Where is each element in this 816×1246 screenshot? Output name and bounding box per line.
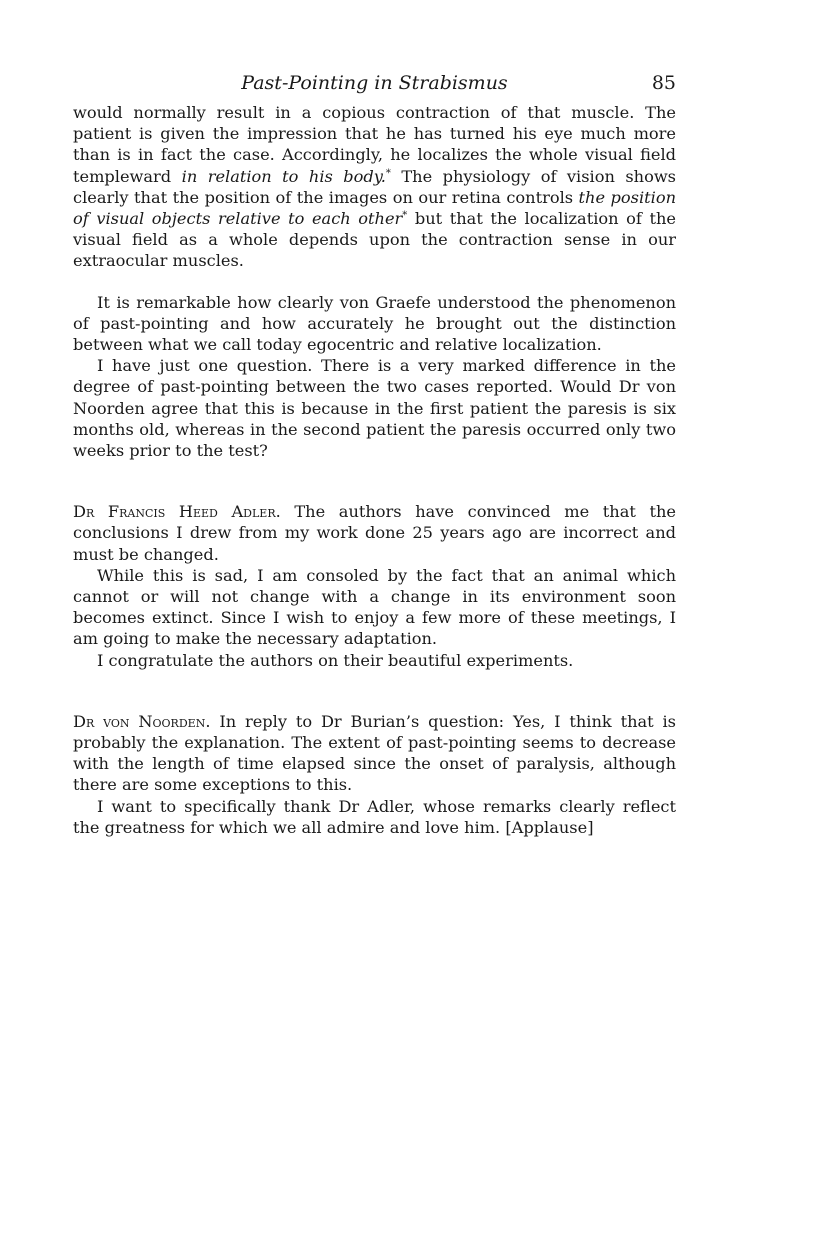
paragraph-question: I have just one question. There is a very marked difference in the degree of past-pointing between the two cases reported. Would Dr von Noorden agree that this is because in the first patient the paresis is six months old, whereas in the second patient the paresis occurred only two weeks prior to the test? <box>73 356 676 461</box>
paragraph-noorden-thanks: I want to specifically thank Dr Adler, whose remarks clearly reflect the greatness for which we all admire and love him. [Applause] <box>73 796 676 837</box>
paragraph-adler-congratulate: I congratulate the authors on their beautiful experiments. <box>97 650 574 670</box>
italic-phrase: the position of visual objects relative to each other <box>73 187 676 229</box>
paragraph-von-graefe: It is remarkable how clearly von Graefe understood the phenomenon of past-pointing and how accurately he brought out the distinction between what we call today egocentric and relative localization. <box>73 292 676 355</box>
italic-phrase: in relation to his body. <box>181 166 386 186</box>
text-run: but that the localization of the visual field as a whole depends upon the contraction sense in our extraocular muscles. <box>73 209 676 271</box>
running-header <box>73 70 676 100</box>
page <box>73 70 676 838</box>
paragraph-adler-adaptation: While this is sad, I am consoled by the fact that an animal which cannot or will not change with a change in its environment soon becomes extinct. Since I wish to enjoy a few more of these meetings, I am going to make the necessary adaptation. <box>73 565 676 649</box>
paragraph-noorden-reply <box>73 711 676 796</box>
running-title: Past-Pointing in Strabismus <box>241 72 508 94</box>
paragraph-continued <box>73 102 676 272</box>
text-run: The authors have convinced me that the conclusions I drew from my work done 25 years ago are incorrect and must be changed. <box>73 502 676 564</box>
text-run: In reply to Dr Burian’s question: Yes, I think that is probably the explanation. The extent of past-pointing seems to decrease with the length of time elapsed since the onset of paralysis, although there are some exceptions to this. <box>73 711 676 795</box>
footnote-mark: * <box>402 210 408 222</box>
page-number: 85 <box>651 72 676 94</box>
speaker-name: Dr von Noorden. <box>73 711 211 731</box>
text-run: The physiology of vision shows clearly that the position of the images on our retina controls <box>73 166 676 207</box>
footnote-mark: * <box>385 167 391 179</box>
speaker-name: Dr Francis Heed Adler. <box>73 502 281 522</box>
text-run: would normally result in a copious contraction of that muscle. The patient is given the impression that he has turned his eye much more than is in fact the case. Accordingly, he localizes the whole visual field templeward <box>73 103 676 186</box>
paragraph-adler-reply <box>73 501 676 565</box>
